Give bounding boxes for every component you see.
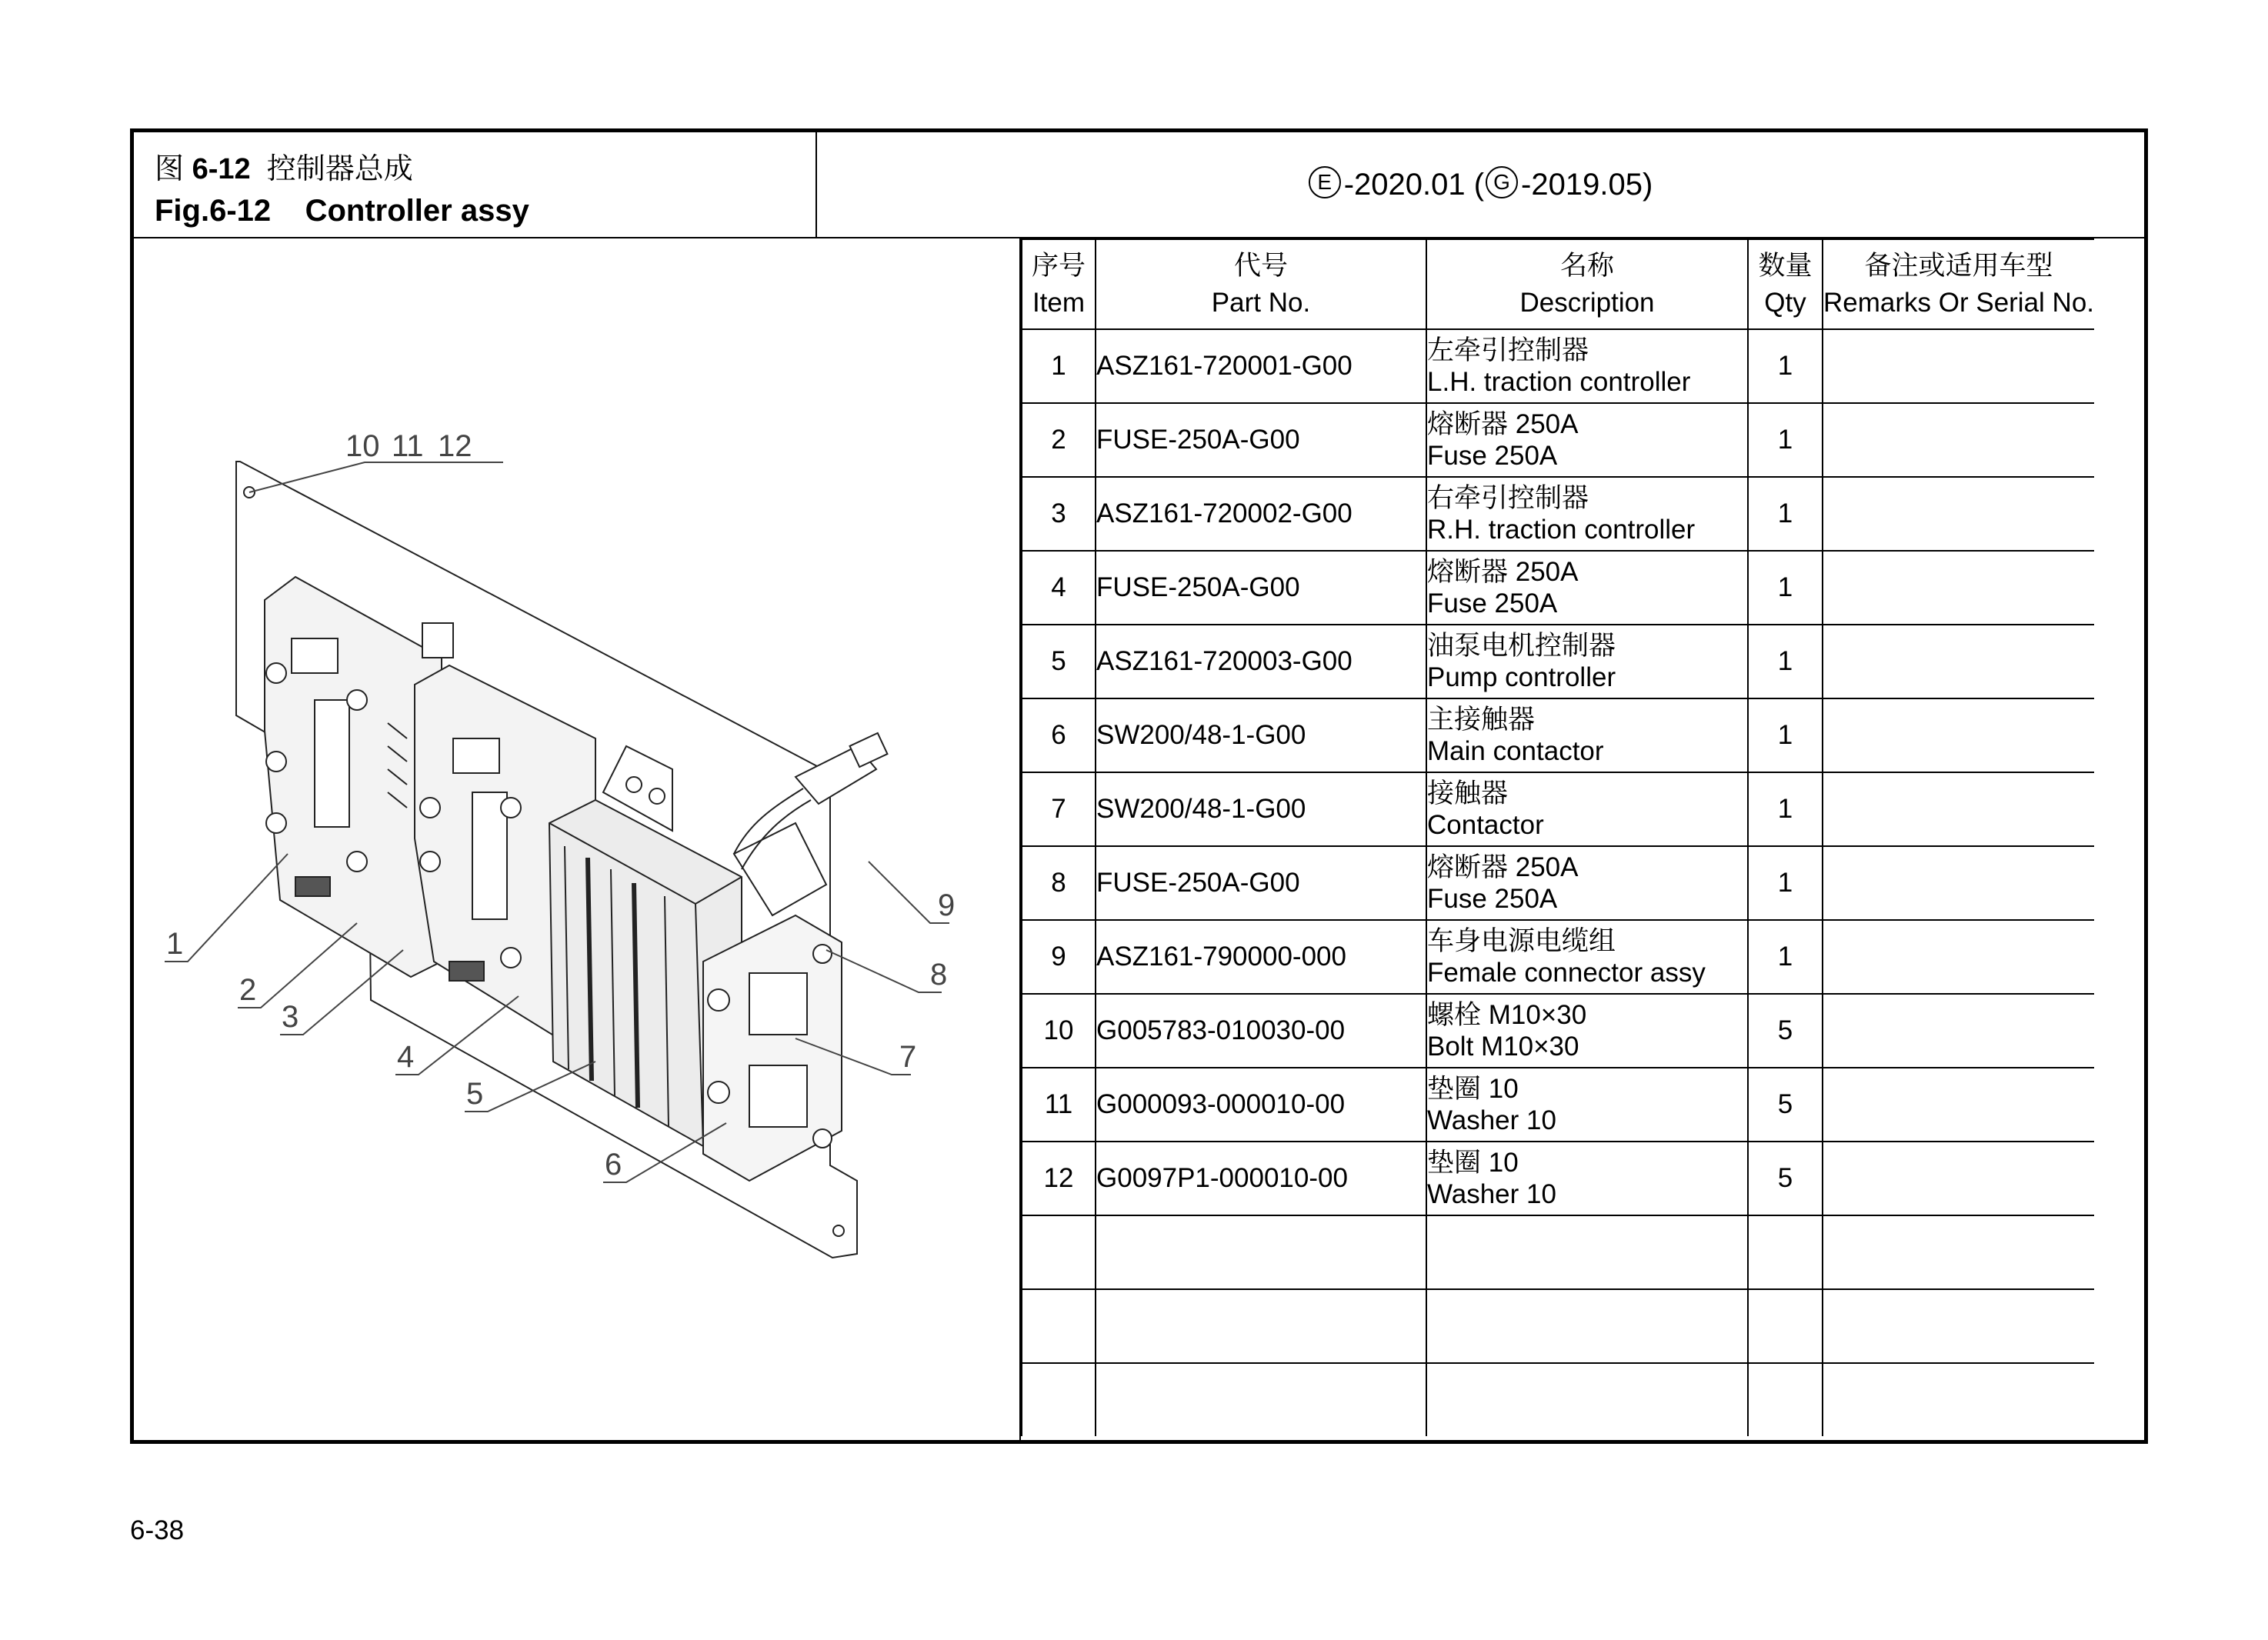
callout-11: 11 [392,429,424,463]
part-no-cell: ASZ161-720002-G00 [1096,477,1426,551]
description-en: Washer 10 [1427,1179,1556,1209]
item-cell: 5 [1022,625,1096,698]
callout-9: 9 [938,888,956,922]
qty-cell: 1 [1748,551,1823,625]
part-no-cell: ASZ161-720001-G00 [1096,329,1426,403]
description-en: Fuse 250A [1427,588,1558,618]
item-cell: 8 [1022,846,1096,920]
edition-e-symbol: E [1309,166,1341,198]
description-cell [1426,329,1748,403]
description-cn: 熔断器 250A [1427,852,1579,882]
figure-frame [130,128,2148,1444]
description-cn: 左牵引控制器 [1427,335,1589,365]
description-en: Main contactor [1427,736,1604,766]
description-cell [1426,1363,1748,1436]
description-cell [1426,698,1748,772]
table-row [1022,920,2094,994]
part-no-cell [1096,1215,1426,1289]
part-no-cell: ASZ161-790000-000 [1096,920,1426,994]
description-cell [1426,551,1748,625]
description-cell [1426,477,1748,551]
description-cn: 熔断器 250A [1427,409,1579,439]
description-en: R.H. traction controller [1427,515,1696,545]
description-en: Female connector assy [1427,958,1706,988]
part-no-cell: FUSE-250A-G00 [1096,846,1426,920]
description-cell [1426,1068,1748,1142]
table-row [1022,1215,2094,1289]
item-cell: 7 [1022,772,1096,846]
exploded-drawing [134,238,1021,1440]
description-cn: 车身电源电缆组 [1427,926,1616,956]
qty-cell: 1 [1748,920,1823,994]
table-row [1022,625,2094,698]
qty-cell: 1 [1748,846,1823,920]
part-no-cell: FUSE-250A-G00 [1096,403,1426,477]
table-row [1022,403,2094,477]
remarks-cell [1823,1215,2094,1289]
item-cell: 1 [1022,329,1096,403]
qty-cell: 5 [1748,994,1823,1068]
remarks-cell [1823,329,2094,403]
callout-8: 8 [930,958,948,992]
remarks-cell [1823,698,2094,772]
remarks-cell [1823,772,2094,846]
item-cell [1022,1363,1096,1436]
table-row [1022,846,2094,920]
part-no-cell: G0097P1-000010-00 [1096,1142,1426,1215]
callout-4: 4 [397,1040,415,1074]
description-cell [1426,625,1748,698]
edition-g-symbol: G [1486,166,1518,198]
part-no-cell: FUSE-250A-G00 [1096,551,1426,625]
qty-cell: 1 [1748,403,1823,477]
description-cell [1426,846,1748,920]
part-no-cell: G005783-010030-00 [1096,994,1426,1068]
table-row [1022,477,2094,551]
figure-title-box [134,132,817,238]
description-en: Fuse 250A [1427,884,1558,914]
item-cell: 11 [1022,1068,1096,1142]
part-no-cell: SW200/48-1-G00 [1096,698,1426,772]
qty-cell: 1 [1748,772,1823,846]
callout-2: 2 [239,973,257,1007]
description-cell [1426,1289,1748,1363]
description-cn: 右牵引控制器 [1427,483,1589,513]
description-en: Pump controller [1427,662,1616,692]
item-cell [1022,1215,1096,1289]
qty-cell: 1 [1748,625,1823,698]
table-header-row [1022,239,2094,329]
description-cell [1426,1215,1748,1289]
description-cn: 螺栓 M10×30 [1427,1000,1587,1030]
controller-assembly-drawing [134,238,1019,1438]
remarks-cell [1823,846,2094,920]
part-no-cell: ASZ161-720003-G00 [1096,625,1426,698]
qty-cell: 5 [1748,1142,1823,1215]
figure-number: 6-12 [192,153,251,185]
table-row [1022,1289,2094,1363]
qty-cell: 1 [1748,477,1823,551]
col-header-part-no: 代号 Part No. [1096,239,1426,329]
item-cell: 2 [1022,403,1096,477]
description-cell [1426,772,1748,846]
description-cell [1426,1142,1748,1215]
description-cn: 接触器 [1427,778,1509,808]
description-en: L.H. traction controller [1427,367,1691,397]
table-row [1022,698,2094,772]
remarks-cell [1823,625,2094,698]
remarks-cell [1823,994,2094,1068]
table-row [1022,772,2094,846]
parts-table [1021,238,2094,1436]
table-row [1022,994,2094,1068]
part-no-cell [1096,1363,1426,1436]
edition-e-date: -2020.01 ( [1343,167,1485,202]
table-row [1022,1142,2094,1215]
table-row [1022,551,2094,625]
callout-1: 1 [166,927,184,961]
description-cn: 主接触器 [1427,705,1536,735]
remarks-cell [1823,403,2094,477]
remarks-cell [1823,1363,2094,1436]
item-cell: 10 [1022,994,1096,1068]
figure-title-cn [155,145,413,187]
qty-cell [1748,1289,1823,1363]
table-row [1022,1068,2094,1142]
qty-cell: 1 [1748,329,1823,403]
callout-3: 3 [282,1000,299,1034]
qty-cell [1748,1363,1823,1436]
description-en: Fuse 250A [1427,441,1558,471]
description-cn: 垫圈 10 [1427,1074,1519,1104]
col-header-item: 序号 Item [1022,239,1096,329]
part-no-cell [1096,1289,1426,1363]
qty-cell [1748,1215,1823,1289]
col-header-remarks: 备注或适用车型 Remarks Or Serial No. [1823,239,2094,329]
edition-info [817,132,2144,238]
remarks-cell [1823,551,2094,625]
callout-12: 12 [438,429,472,463]
title-cn-text: 控制器总成 [266,153,413,185]
callout-5: 5 [466,1077,484,1111]
table-row [1022,329,2094,403]
remarks-cell [1823,1068,2094,1142]
remarks-cell [1823,477,2094,551]
description-cell [1426,920,1748,994]
description-cn: 熔断器 250A [1427,557,1579,587]
table-row [1022,1363,2094,1436]
description-en: Contactor [1427,810,1544,840]
part-no-cell: SW200/48-1-G00 [1096,772,1426,846]
item-cell: 4 [1022,551,1096,625]
title-prefix: 图 [155,153,185,185]
description-cn: 垫圈 10 [1427,1148,1519,1178]
remarks-cell [1823,920,2094,994]
item-cell: 12 [1022,1142,1096,1215]
callout-10: 10 [345,429,380,463]
callout-6: 6 [605,1148,622,1182]
col-header-qty: 数量 Qty [1748,239,1823,329]
callout-7: 7 [899,1040,917,1074]
edition-g-date: -2019.05) [1521,167,1653,202]
item-cell: 9 [1022,920,1096,994]
item-cell: 3 [1022,477,1096,551]
description-cn: 油泵电机控制器 [1427,631,1616,661]
description-cell [1426,403,1748,477]
page-number: 6-38 [130,1515,185,1545]
description-en: Washer 10 [1427,1105,1556,1135]
col-header-description: 名称 Description [1426,239,1748,329]
qty-cell: 5 [1748,1068,1823,1142]
item-cell [1022,1289,1096,1363]
remarks-cell [1823,1142,2094,1215]
remarks-cell [1823,1289,2094,1363]
item-cell: 6 [1022,698,1096,772]
description-en: Bolt M10×30 [1427,1032,1579,1062]
qty-cell: 1 [1748,698,1823,772]
part-no-cell: G000093-000010-00 [1096,1068,1426,1142]
figure-title-en: Fig.6-12 Controller assy [155,194,529,228]
description-cell [1426,994,1748,1068]
